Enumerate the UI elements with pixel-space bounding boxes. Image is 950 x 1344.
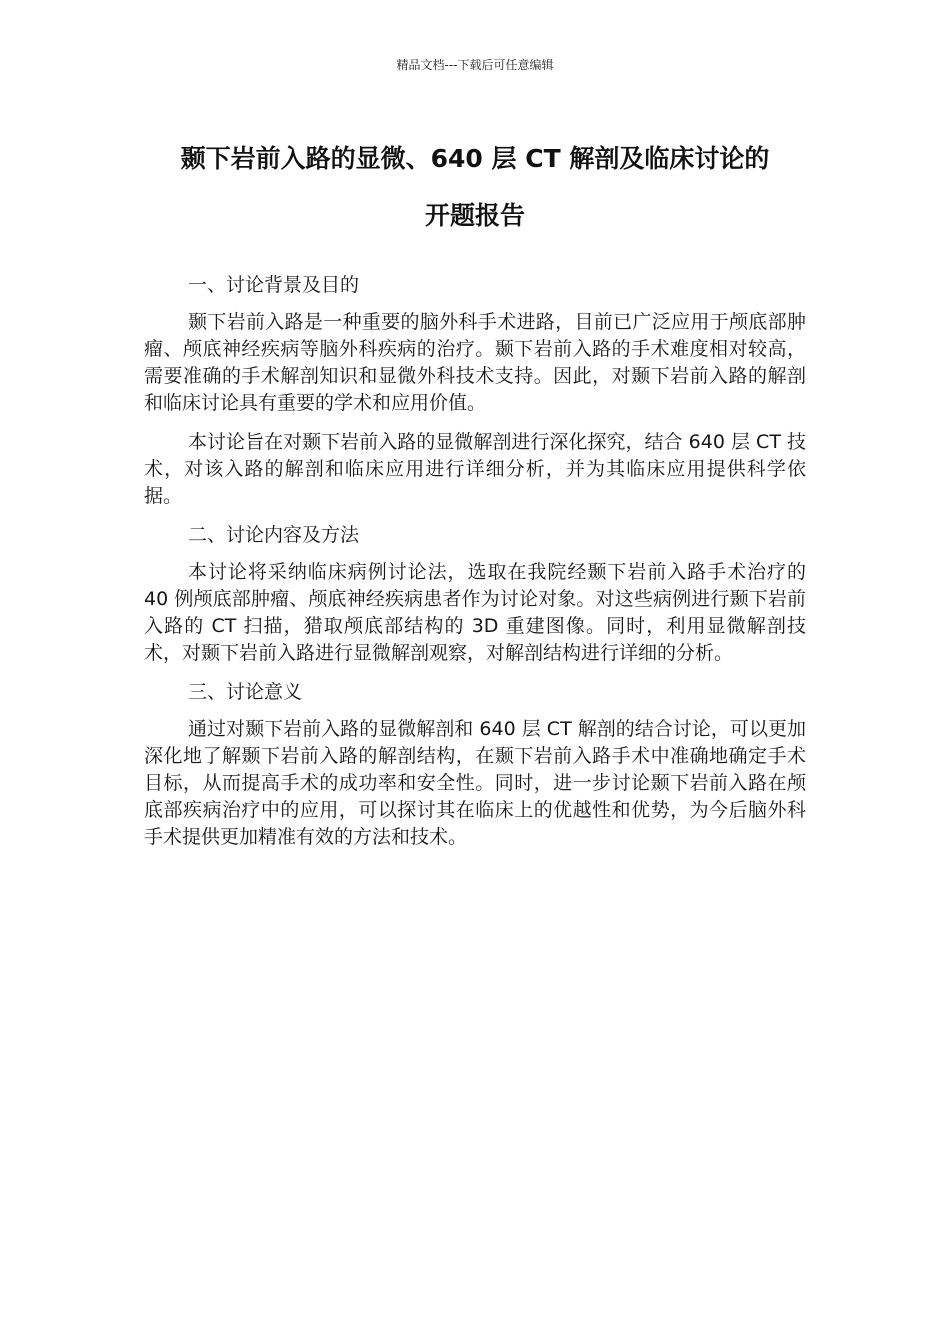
document-title xyxy=(120,130,830,244)
header-note: 精品文档---下载后可任意编辑 xyxy=(396,58,554,72)
title-line-2: 开题报告 xyxy=(424,201,525,230)
section-heading-significance: 三、讨论意义 xyxy=(188,681,303,703)
title-line-1: 颞下岩前入路的显微、640 层 CT 解剖及临床讨论的 xyxy=(180,144,770,173)
section-heading-methods: 二、讨论内容及方法 xyxy=(188,524,360,546)
paragraph-purpose: 本讨论旨在对颞下岩前入路的显微解剖进行深化探究，结合 640 层 CT 技术，对该入路的解剖和临床应用进行详细分析，并为其临床应用提供科学依据。 xyxy=(144,431,806,507)
section-heading-background: 一、讨论背景及目的 xyxy=(188,274,360,296)
paragraph-methods: 本讨论将采纳临床病例讨论法，选取在我院经颞下岩前入路手术治疗的 40 例颅底部肿瘤、颅底神经疾病患者作为讨论对象。对这些病例进行颞下岩前入路的 CT 扫描，猎取颅底部结构的 3D 重建图像。同时，利用显微解剖技术，对颞下岩前入路进行显微解剖观察，对解剖结构进行详细的分析。 xyxy=(144,561,806,664)
paragraph-background: 颞下岩前入路是一种重要的脑外科手术进路，目前已广泛应用于颅底部肿瘤、颅底神经疾病等脑外科疾病的治疗。颞下岩前入路的手术难度相对较高，需要准确的手术解剖知识和显微外科技术支持。因此，对颞下岩前入路的解剖和临床讨论具有重要的学术和应用价值。 xyxy=(144,311,806,414)
document-body xyxy=(144,272,806,863)
paragraph-significance: 通过对颞下岩前入路的显微解剖和 640 层 CT 解剖的结合讨论，可以更加深化地了解颞下岩前入路的解剖结构，在颞下岩前入路手术中准确地确定手术目标，从而提高手术的成功率和安全性。同时，进一步讨论颞下岩前入路在颅底部疾病治疗中的应用，可以探讨其在临床上的优越性和优势，为今后脑外科手术提供更加精准有效的方法和技术。 xyxy=(144,718,806,848)
